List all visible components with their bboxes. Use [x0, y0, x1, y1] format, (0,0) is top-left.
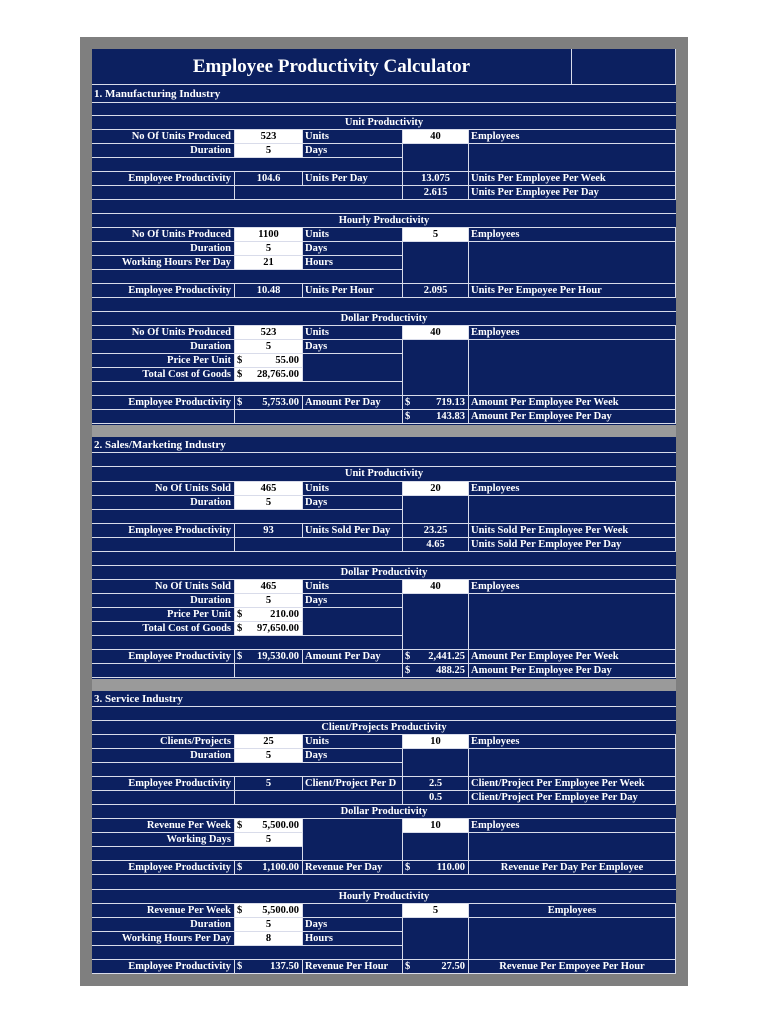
currency-symbol: $	[237, 820, 243, 831]
value-per-day: 0.5	[403, 791, 469, 805]
label-employee-productivity: Employee Productivity	[92, 524, 235, 538]
label-working-days: Working Days	[92, 833, 235, 847]
label-per-day: Amount Per Employee Per Day	[469, 664, 676, 678]
unit-revenue-per-hour: Revenue Per Hour	[303, 960, 403, 974]
label-employee-productivity: Employee Productivity	[92, 650, 235, 664]
prod-value: 19,530.00	[257, 651, 299, 662]
label-employees: Employees	[469, 819, 676, 833]
label-duration: Duration	[92, 144, 235, 158]
value-employee-productivity	[235, 861, 303, 875]
label-employee-productivity: Employee Productivity	[92, 777, 235, 791]
value-per-day	[403, 410, 469, 424]
value-employee-productivity	[235, 960, 303, 974]
value-total-cost	[235, 622, 303, 636]
price-value: 55.00	[275, 355, 299, 366]
input-employees[interactable]: 5	[403, 904, 469, 918]
value-employee-productivity	[235, 650, 303, 664]
per-emp-value: 110.00	[436, 862, 465, 873]
subheading-unit-productivity: Unit Productivity	[344, 117, 424, 128]
title-side-cell	[572, 49, 676, 85]
label-employees: Employees	[469, 130, 676, 144]
input-duration[interactable]: 5	[235, 918, 303, 932]
input-employees[interactable]: 40	[403, 130, 469, 144]
input-employees[interactable]: 20	[403, 482, 469, 496]
total-value: 28,765.00	[257, 369, 299, 380]
currency-symbol: $	[405, 651, 411, 662]
value-per-week	[403, 650, 469, 664]
label-per-employee: Revenue Per Empoyee Per Hour	[469, 960, 676, 974]
currency-symbol: $	[405, 961, 411, 972]
currency-symbol: $	[237, 651, 243, 662]
label-per-day: Units Sold Per Employee Per Day	[469, 538, 676, 552]
label-clients-projects: Clients/Projects	[92, 735, 235, 749]
label-price-per-unit: Price Per Unit	[92, 608, 235, 622]
value-employee-productivity: 5	[235, 777, 303, 791]
input-duration[interactable]: 5	[235, 749, 303, 763]
input-duration[interactable]: 5	[235, 340, 303, 354]
unit-units: Units	[303, 482, 403, 496]
unit-units: Units	[303, 735, 403, 749]
label-total-cost: Total Cost of Goods	[92, 368, 235, 382]
unit-days: Days	[303, 594, 403, 608]
input-duration[interactable]: 5	[235, 594, 303, 608]
label-units-produced: No Of Units Produced	[92, 326, 235, 340]
currency-symbol: $	[405, 411, 411, 422]
value-per-hour: 2.095	[403, 284, 469, 298]
price-value: 210.00	[270, 609, 299, 620]
value-employee-productivity: 104.6	[235, 172, 303, 186]
currency-symbol: $	[237, 397, 243, 408]
unit-hours: Hours	[303, 932, 403, 946]
input-employees[interactable]: 10	[403, 735, 469, 749]
label-employees: Employees	[469, 326, 676, 340]
revenue-value: 5,500.00	[262, 820, 299, 831]
label-employees: Employees	[469, 482, 676, 496]
unit-per-day: Units Per Day	[303, 172, 403, 186]
subheading-client-productivity: Client/Projects Productivity	[321, 722, 447, 733]
label-per-week: Units Sold Per Employee Per Week	[469, 524, 676, 538]
label-working-hours: Working Hours Per Day	[92, 256, 235, 270]
unit-sold-per-day: Units Sold Per Day	[303, 524, 403, 538]
value-per-week: 13.075	[403, 172, 469, 186]
input-working-hours[interactable]: 21	[235, 256, 303, 270]
unit-units: Units	[303, 130, 403, 144]
input-working-days[interactable]: 5	[235, 833, 303, 847]
currency-symbol: $	[237, 609, 243, 620]
label-units-sold: No Of Units Sold	[92, 580, 235, 594]
unit-days: Days	[303, 340, 403, 354]
value-employee-productivity	[235, 396, 303, 410]
unit-days: Days	[303, 242, 403, 256]
subheading-dollar-productivity: Dollar Productivity	[340, 567, 428, 578]
currency-symbol: $	[237, 862, 243, 873]
value-per-day	[403, 664, 469, 678]
section-divider	[92, 425, 676, 437]
label-per-week: Client/Project Per Employee Per Week	[469, 777, 676, 791]
value-per-week: 2.5	[403, 777, 469, 791]
label-duration: Duration	[92, 340, 235, 354]
input-units-sold[interactable]: 465	[235, 482, 303, 496]
label-per-day: Client/Project Per Employee Per Day	[469, 791, 676, 805]
unit-amount-per-day: Amount Per Day	[303, 650, 403, 664]
label-total-cost: Total Cost of Goods	[92, 622, 235, 636]
label-duration: Duration	[92, 594, 235, 608]
label-duration: Duration	[92, 749, 235, 763]
unit-days: Days	[303, 918, 403, 932]
label-employees: Employees	[469, 228, 676, 242]
currency-symbol: $	[405, 862, 411, 873]
value-total-cost	[235, 368, 303, 382]
revenue-value: 5,500.00	[262, 905, 299, 916]
label-duration: Duration	[92, 918, 235, 932]
label-per-employee: Revenue Per Day Per Employee	[469, 861, 676, 875]
input-duration[interactable]: 5	[235, 144, 303, 158]
label-employee-productivity: Employee Productivity	[92, 861, 235, 875]
label-employee-productivity: Employee Productivity	[92, 396, 235, 410]
unit-amount-per-day: Amount Per Day	[303, 396, 403, 410]
prod-value: 1,100.00	[262, 862, 299, 873]
subheading-dollar-productivity: Dollar Productivity	[340, 313, 428, 324]
currency-symbol: $	[405, 397, 411, 408]
input-units-produced[interactable]: 1100	[235, 228, 303, 242]
unit-client-per-day: Client/Project Per D	[303, 777, 403, 791]
label-units-produced: No Of Units Produced	[92, 130, 235, 144]
unit-units: Units	[303, 326, 403, 340]
label-per-day: Units Per Employee Per Day	[469, 186, 676, 200]
currency-symbol: $	[237, 369, 243, 380]
label-per-day: Amount Per Employee Per Day	[469, 410, 676, 424]
value-per-employee	[403, 861, 469, 875]
input-price-per-unit[interactable]	[235, 354, 303, 368]
label-employee-productivity: Employee Productivity	[92, 172, 235, 186]
label-duration: Duration	[92, 242, 235, 256]
input-employees[interactable]: 40	[403, 326, 469, 340]
total-value: 97,650.00	[257, 623, 299, 634]
label-per-week: Units Per Employee Per Week	[469, 172, 676, 186]
label-duration: Duration	[92, 496, 235, 510]
label-working-hours: Working Hours Per Day	[92, 932, 235, 946]
currency-symbol: $	[237, 961, 243, 972]
label-price-per-unit: Price Per Unit	[92, 354, 235, 368]
currency-symbol: $	[237, 623, 243, 634]
input-employees[interactable]: 40	[403, 580, 469, 594]
input-units-produced[interactable]: 523	[235, 326, 303, 340]
value-per-day: 4.65	[403, 538, 469, 552]
unit-hours: Hours	[303, 256, 403, 270]
value-per-week	[403, 396, 469, 410]
currency-symbol: $	[405, 665, 411, 676]
subheading-unit-productivity: Unit Productivity	[344, 468, 424, 479]
per-emp-value: 27.50	[441, 961, 465, 972]
label-per-week: Amount Per Employee Per Week	[469, 650, 676, 664]
unit-days: Days	[303, 749, 403, 763]
week-value: 719.13	[436, 397, 465, 408]
subheading-dollar-productivity: Dollar Productivity	[340, 806, 428, 817]
unit-units: Units	[303, 580, 403, 594]
input-employees[interactable]: 10	[403, 819, 469, 833]
unit-days: Days	[303, 496, 403, 510]
unit-revenue-per-day: Revenue Per Day	[303, 861, 403, 875]
unit-per-hour: Units Per Hour	[303, 284, 403, 298]
input-units-produced[interactable]: 523	[235, 130, 303, 144]
value-employee-productivity: 93	[235, 524, 303, 538]
week-value: 2,441.25	[428, 651, 465, 662]
day-value: 488.25	[436, 665, 465, 676]
input-working-hours[interactable]: 8	[235, 932, 303, 946]
prod-value: 5,753.00	[262, 397, 299, 408]
label-employees: Employees	[469, 904, 676, 918]
unit-days: Days	[303, 144, 403, 158]
label-employee-productivity: Employee Productivity	[92, 284, 235, 298]
value-per-week: 23.25	[403, 524, 469, 538]
value-employee-productivity: 10.48	[235, 284, 303, 298]
input-revenue-per-week[interactable]	[235, 819, 303, 833]
input-price-per-unit[interactable]	[235, 608, 303, 622]
input-duration[interactable]: 5	[235, 242, 303, 256]
subheading-hourly-productivity: Hourly Productivity	[338, 891, 430, 902]
label-revenue-per-week: Revenue Per Week	[92, 904, 235, 918]
page-title: Employee Productivity Calculator	[92, 49, 572, 85]
prod-value: 137.50	[270, 961, 299, 972]
label-employee-productivity: Employee Productivity	[92, 960, 235, 974]
input-employees[interactable]: 5	[403, 228, 469, 242]
unit-units: Units	[303, 228, 403, 242]
currency-symbol: $	[237, 355, 243, 366]
input-duration[interactable]: 5	[235, 496, 303, 510]
label-units-sold: No Of Units Sold	[92, 482, 235, 496]
day-value: 143.83	[436, 411, 465, 422]
section-heading-service: 3. Service Industry	[94, 693, 183, 705]
currency-symbol: $	[237, 905, 243, 916]
input-revenue-per-week[interactable]	[235, 904, 303, 918]
value-per-day: 2.615	[403, 186, 469, 200]
section-heading-manufacturing: 1. Manufacturing Industry	[94, 88, 221, 100]
spreadsheet	[92, 49, 676, 974]
label-per-week: Amount Per Employee Per Week	[469, 396, 676, 410]
input-clients-projects[interactable]: 25	[235, 735, 303, 749]
subheading-hourly-productivity: Hourly Productivity	[338, 215, 430, 226]
label-revenue-per-week: Revenue Per Week	[92, 819, 235, 833]
label-employees: Employees	[469, 580, 676, 594]
input-units-sold[interactable]: 465	[235, 580, 303, 594]
label-per-hour: Units Per Empoyee Per Hour	[469, 284, 676, 298]
section-heading-sales: 2. Sales/Marketing Industry	[94, 439, 226, 451]
label-units-produced: No Of Units Produced	[92, 228, 235, 242]
label-employees: Employees	[469, 735, 676, 749]
value-per-employee	[403, 960, 469, 974]
section-divider	[92, 679, 676, 691]
